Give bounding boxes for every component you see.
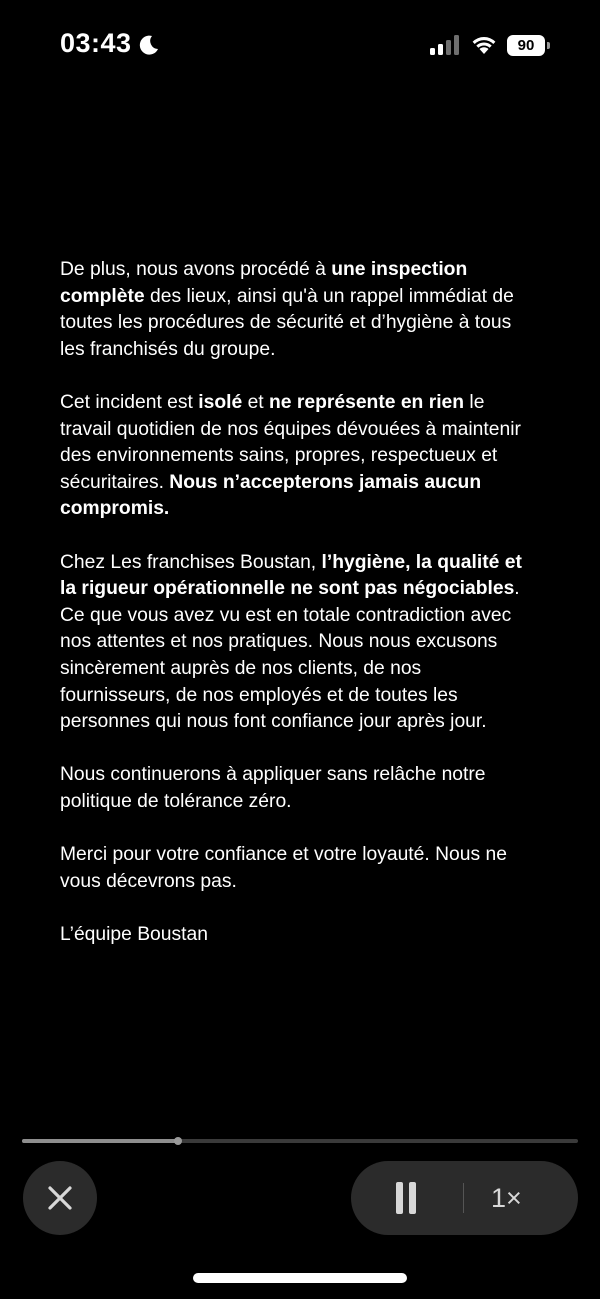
playback-controls: [351, 1161, 578, 1235]
bold-run: l’hygiène, la qualité et la rigueur opérationnelle ne sont pas négociables: [60, 551, 522, 600]
close-icon: [47, 1185, 73, 1211]
text-run: Chez Les franchises Boustan,: [60, 551, 322, 573]
text-run: Cet incident est: [60, 391, 199, 413]
playback-progress-bar[interactable]: [22, 1139, 578, 1143]
text-run: De plus, nous avons procédé à: [60, 259, 332, 280]
text-run: des lieux, ainsi qu'à un rappel immédiat de toutes les procédures de sécurité et d’hygiène à tous les franchisés du groupe.: [60, 285, 514, 360]
text-run: le travail quotidien de nos équipes dévouées à maintenir des environnements sains, propres, respectueux et sécuritaires.: [60, 391, 521, 493]
pause-button[interactable]: [381, 1179, 431, 1217]
cellular-signal-icon: [430, 35, 462, 55]
moon-icon: [138, 34, 160, 56]
paragraph-1: [60, 257, 530, 363]
status-bar: [0, 0, 600, 90]
article-text: [60, 257, 530, 975]
paragraph-3: [60, 550, 530, 736]
controls-divider: [463, 1183, 464, 1213]
progress-thumb[interactable]: [174, 1137, 182, 1145]
playback-speed-button[interactable]: 1×: [491, 1183, 522, 1213]
battery-cap: [547, 42, 550, 49]
text-run: . Ce que vous avez vu est en totale contradiction avec nos attentes et nos pratiques. Nous nous excusons sincèrement auprès de nos clients, de nos fournisseurs, de nos employés et de toutes les personnes qui nous font confiance jour après jour.: [60, 578, 520, 733]
wifi-icon: [470, 33, 498, 55]
bold-run: isolé: [198, 391, 243, 413]
status-time: 03:43: [60, 28, 132, 58]
paragraph-2: [60, 390, 530, 523]
battery-icon: [507, 35, 551, 56]
battery-level: 90: [507, 35, 545, 56]
bold-run: une inspection complète: [60, 259, 468, 307]
bold-run: ne représente en rien: [269, 391, 465, 413]
home-indicator[interactable]: [193, 1273, 407, 1283]
paragraph-5: Merci pour votre confiance et votre loyauté. Nous ne vous décevrons pas.: [60, 844, 507, 892]
text-run: et: [242, 391, 270, 413]
signature: L’équipe Boustan: [60, 923, 208, 945]
paragraph-4: Nous continuerons à appliquer sans relâche notre politique de tolérance zéro.: [60, 764, 486, 812]
close-button[interactable]: [23, 1161, 97, 1235]
progress-fill: [22, 1139, 178, 1143]
bold-run: Nous n’accepterons jamais aucun compromis.: [60, 471, 482, 520]
